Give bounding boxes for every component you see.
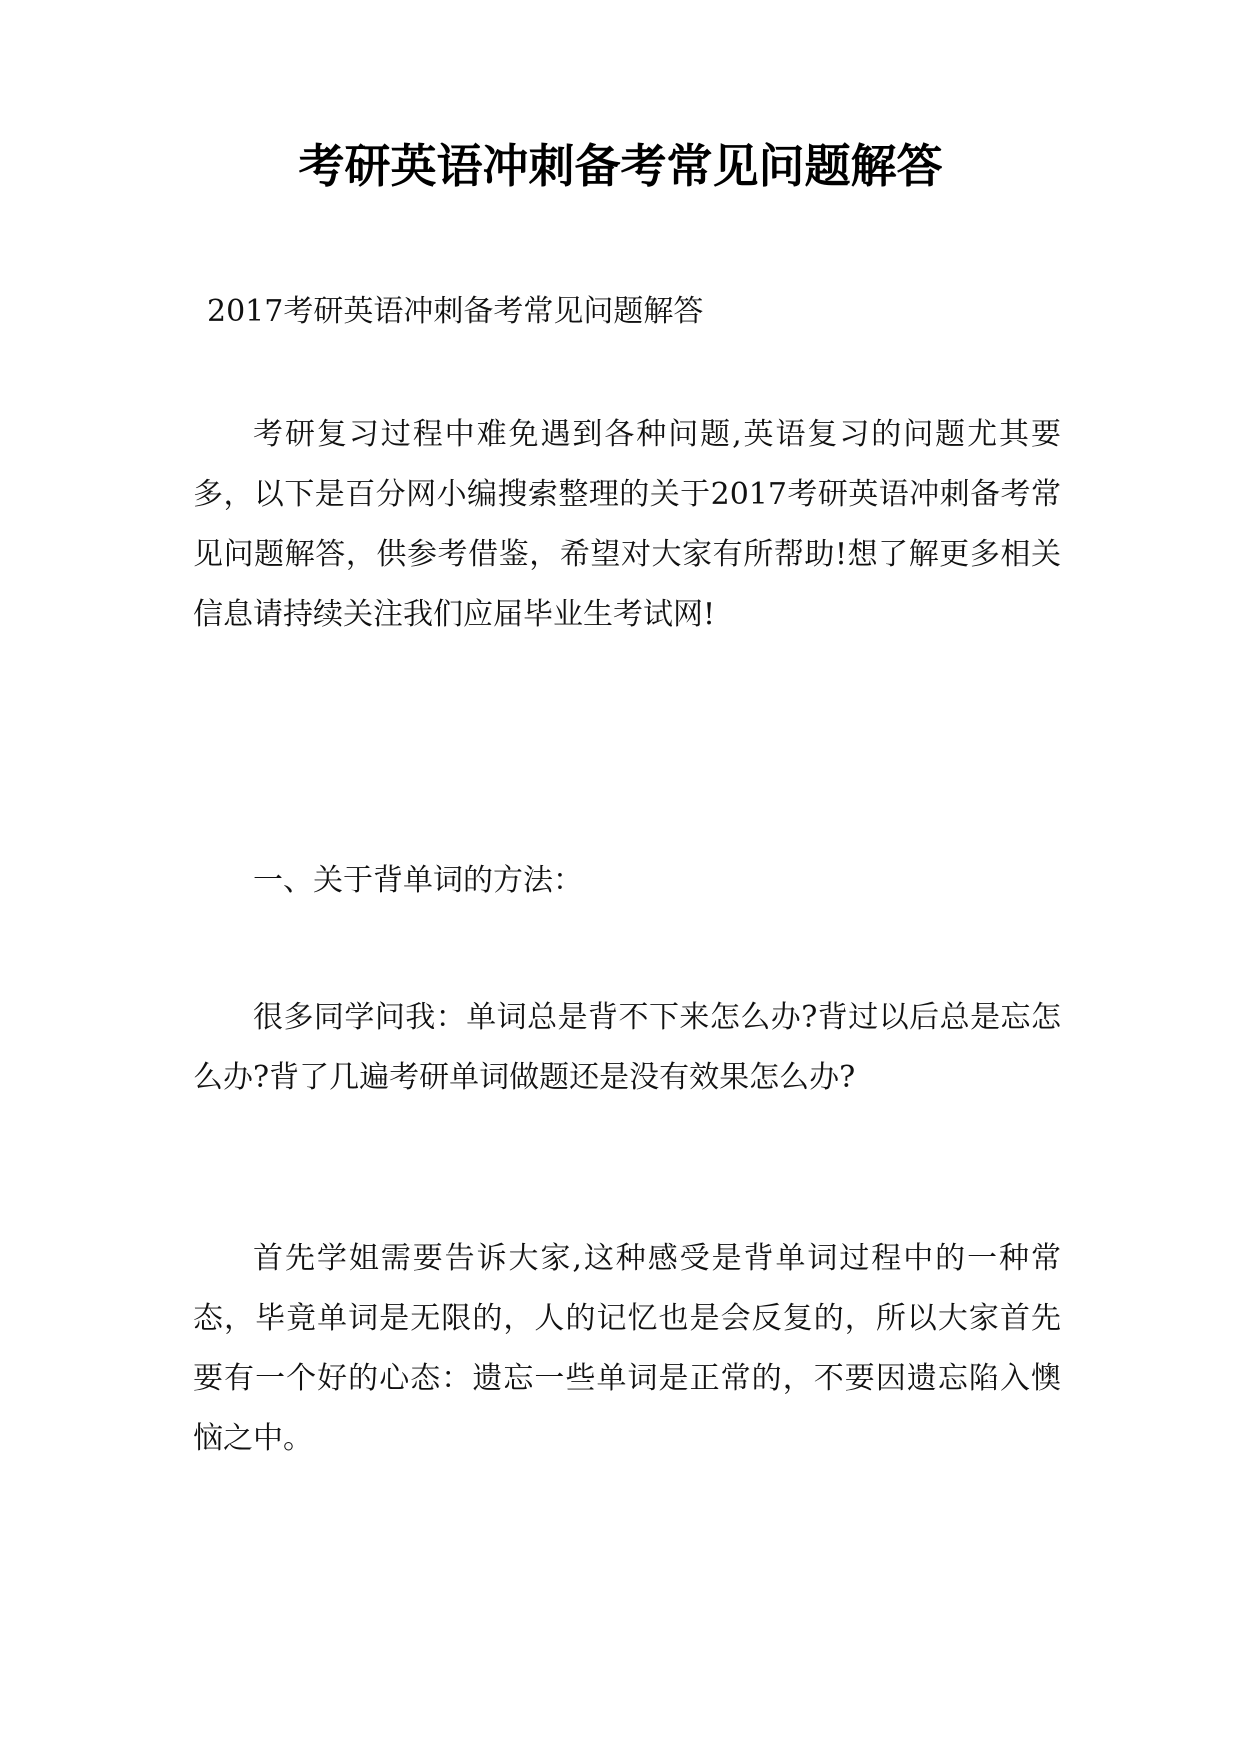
intro-paragraph: 考研复习过程中难免遇到各种问题,英语复习的问题尤其要多，以下是百分网小编搜索整理的关于2017考研英语冲刺备考常见问题解答，供参考借鉴，希望对大家有所帮助!想了解更多相关信息请持续关注我们应届毕业生考试网! <box>193 417 1061 632</box>
answer-paragraph: 首先学姐需要告诉大家,这种感受是背单词过程中的一种常态，毕竟单词是无限的，人的记忆也是会反复的，所以大家首先要有一个好的心态：遗忘一些单词是正常的，不要因遗忘陷入懊恼之中。 <box>193 1241 1061 1456</box>
question-paragraph: 很多同学问我：单词总是背不下来怎么办?背过以后总是忘怎么办?背了几遍考研单词做题还是没有效果怎么办? <box>193 1000 1061 1095</box>
section-heading-vocabulary: 一、关于背单词的方法： <box>253 863 583 898</box>
document-subtitle: 2017考研英语冲刺备考常见问题解答 <box>207 294 704 329</box>
document-title: 考研英语冲刺备考常见问题解答 <box>298 139 943 193</box>
